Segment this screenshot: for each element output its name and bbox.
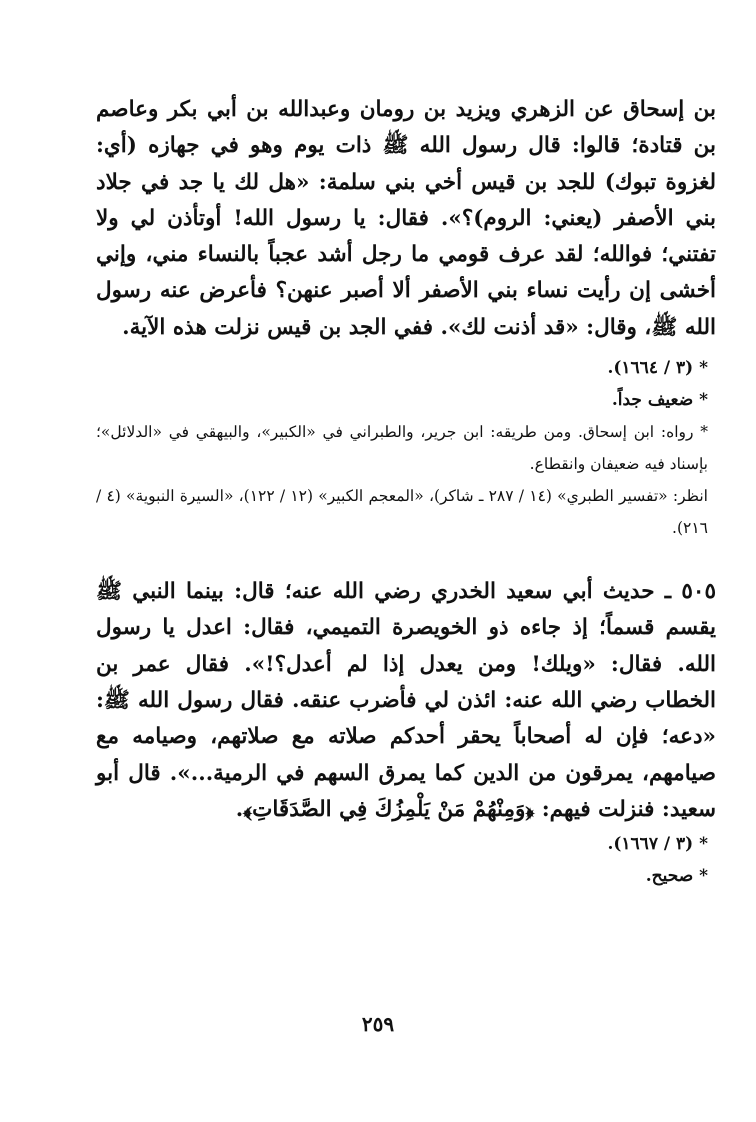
book-page [96,92,716,892]
hadith-paragraph-505: ٥٠٥ ـ حديث أبي سعيد الخدري رضي الله عنه؛ قال: بينما النبي ﷺ يقسم قسماً؛ إذ جاءه ذو الخويصرة التميمي، فقال: اعدل يا رسول الله. فقال: «ويلك! ومن يعدل إذا لم أعدل؟!». فقال عمر بن الخطاب رضي الله عنه: ائذن لي فأضرب عنقه. فقال رسول الله ﷺ: «دعه؛ فإن له أصحاباً يحقر أحدكم صلاته مع صلاتهم، وصيامه مع صيامهم، يمرقون من الدين كما يمرق السهم في الرمية...». قال أبو سعيد: فنزلت فيهم: ﴿وَمِنْهُمْ مَنْ يَلْمِزُكَ فِي الصَّدَقَاتِ﴾. [96,579,716,822]
hadith-paragraph: بن إسحاق عن الزهري ويزيد بن رومان وعبدالله بن أبي بكر وعاصم بن قتادة؛ قالوا: قال رسول الله ﷺ ذات يوم وهو في جهازه (أي: لغزوة تبوك) للجد بن قيس أخي بني سلمة: «هل لك يا جد في جلاد بني الأصفر (يعني: الروم)؟». فقال: يا رسول الله! أوتأذن لي ولا تفتني؛ فوالله؛ لقد عرف قومي ما رجل أشد عجباً بالنساء مني، وإني أخشى إن رأيت نساء بني الأصفر ألا أصبر عنهن؟ فأعرض عنه رسول الله ﷺ، وقال: «قد أذنت لك». ففي الجد بن قيس نزلت هذه الآية. [96,97,716,340]
page-number: ٢٥٩ [361,1012,395,1036]
see-also-note: انظر: «تفسير الطبري» (١٤ / ٢٨٧ ـ شاكر)، «المعجم الكبير» (١٢ / ١٢٢)، «السيرة النبوية» (٤ / ٢١٦). [96,487,708,538]
volume-page-reference: * (٣ / ١٦٦٤). [607,358,708,379]
volume-page-reference: * (٣ / ١٦٦٧). [607,834,708,855]
hadith-grade: * صحيح. [645,866,708,887]
spacer [96,544,716,574]
source-note: * رواه: ابن إسحاق. ومن طريقه: ابن جرير، والطبراني في «الكبير»، والبيهقي في «الدلائل»؛ بإسناد فيه ضعيفان وانقطاع. [96,423,708,474]
hadith-grade: * ضعيف جداً. [611,390,708,411]
